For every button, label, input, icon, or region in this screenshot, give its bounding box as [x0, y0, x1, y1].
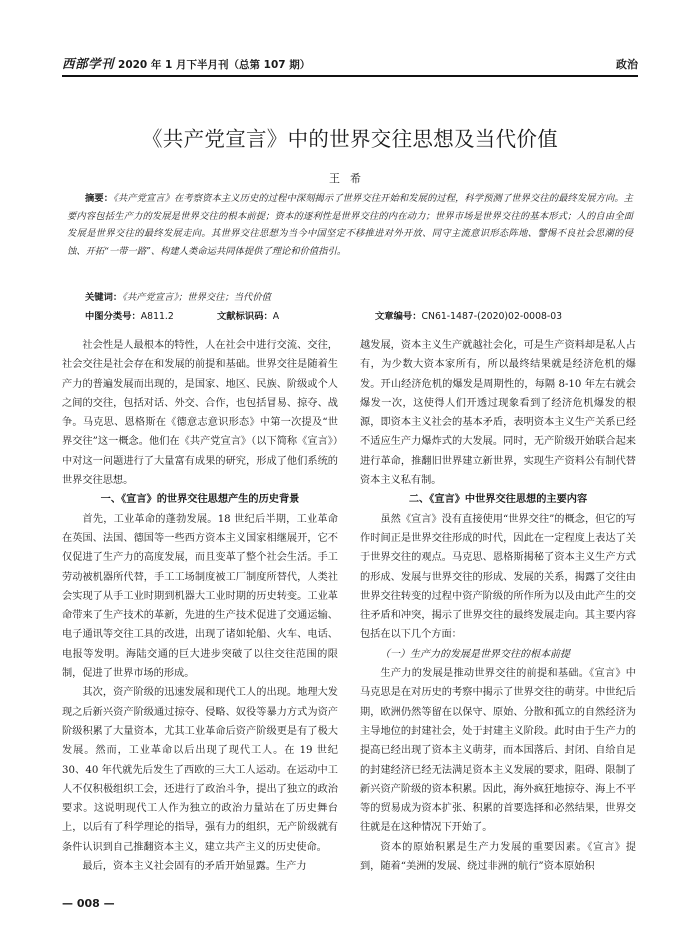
- paragraph: 其次，资产阶级的迅速发展和现代工人的出现。地理大发现之后新兴资产阶级通过掠夺、侵略、奴役等暴力方式为资产阶级积累了大量资本，尤其工业革命后资产阶级更是有了极大发展。然而，工业革命以后出现了现代工人。在 19 世纪 30、40 年代就先后发生了西欧的三大工人运动。在运动中工人不仅积极组织工会，还进行了政治斗争，提出了独立的政治要求。这说明现代工人作为独立的政治力量站在了历史舞台上，以后有了科学理论的指导，强有力的组织，无产阶级就有条件认识到自己推翻资本主义，建立共产主义的历史使命。: [62, 687, 338, 853]
- paragraph: 社会性是人最根本的特性，人在社会中进行交流、交往，社会交往是社会存在和发展的前提和基础。世界交往是随着生产力的普遍发展而出现的，是国家、地区、民族、阶级或个人之间的交往，包括对话、外交、合作，也包括冒易、掠夺、战争。马克思、恩格斯在《德意志意识形态》中第一次提及“世界交往”这一概念。他们在《共产党宣言》（以下简称《宣言》）中对这一问题进行了大量富有成果的研究，形成了他们系统的世界交往思想。: [62, 340, 338, 487]
- doc-code: 文献标识码：A: [217, 311, 280, 322]
- article-number: 文章编号：CN61-1487-(2020)02-0008-03: [375, 311, 563, 322]
- paragraph: 生产力的发展是推动世界交往的前提和基础。《宣言》中马克思是在对历史的考察中揭示了世界交往的萌芽。中世纪后期，欧洲仍然等留在以保守、原始、分散和孤立的自然经济为主导地位的封建社会，处于封建主义阶段。此时由于生产力的提高已经出现了资本主义萌芽，而本国落后、封闭、自给自足的封建经济已经无法满足资本主义发展的要求，阻碍、限制了新兴资产阶级的资本积累。因此，海外疯狂地掠夺、海上不平等的贸易成为资本扩张、积累的首要选择和必然结果，世界交往就是在这种情况下开始了。: [360, 668, 636, 834]
- keywords: [67, 290, 633, 306]
- page-number: — 008 —: [62, 897, 115, 910]
- header-left: [62, 54, 310, 72]
- paragraph: 资本的原始积累是生产力发展的重要因素。《宣言》提到，随着“美洲的发展、绕过非洲的航行”资本原始积: [360, 841, 636, 873]
- section-heading: 一、《宣言》的世界交往思想产生的历史背景: [100, 494, 300, 506]
- journal-logo: 西部学刊: [62, 56, 115, 71]
- clc-code: 中图分类号：A811.2: [85, 311, 174, 322]
- paragraph: 最后，资本主义社会固有的矛盾开始显露。生产力: [82, 861, 307, 873]
- section-heading: 二、《宣言》中世界交往思想的主要内容: [408, 494, 588, 506]
- keywords-text: 《共产党宣言》；世界交往；当代价值: [122, 292, 271, 303]
- subsection-heading: （一）生产力的发展是世界交往的根本前提: [380, 648, 570, 660]
- article-title: 《共产党宣言》中的世界交往思想及当代价值: [142, 127, 558, 151]
- abstract-label: 摘要：: [85, 193, 114, 204]
- abstract: [67, 190, 633, 260]
- abstract-text: 《共产党宣言》在考察资本主义历史的过程中深刻揭示了世界交往开始和发展的过程，科学预测了世界交往的最终发展方向。主要内容包括生产力的发展是世界交往的根本前提；资本的逐利性是世界交往的内在动力；世界市场是世界交往的基本形式；人的自由全面发展是世界交往的最终发展走向。其世界交往思想为当今中国坚定不移推进对外开放、同守主流意识形态阵地、警惕不良社会思潮的侵蚀、开拓“一带一路”、构建人类命运共同体提供了理论和价值指引。: [67, 193, 633, 257]
- keywords-label: 关键词：: [85, 292, 123, 303]
- article-author: 王希: [329, 172, 371, 185]
- left-column: [62, 336, 338, 876]
- section-label: 政治: [616, 58, 638, 71]
- paragraph: 越发展，资本主义生产就越社会化，可是生产资料却是私人占有，为少数大资本家所有，所以最终结果就是经济危机的爆发。开山经济危机的爆发是周期性的，每隔 8-10 年左右就会爆发一次，这使得人们开透过现象看到了经济危机爆发的根源，即资本主义社会的基本矛盾，表明资本主义生产关系已经不适应生产力爆炸式的大发展。同时，无产阶级开始联合起来进行革命，推翻旧世界建立新世界，实现生产资料公有制代替资本主义私有制。: [360, 340, 636, 487]
- running-header: [62, 50, 638, 77]
- paragraph: 首先，工业革命的蓬勃发展。18 世纪后半期，工业革命在英国、法国、德国等一些西方资本主义国家相继展开，它不仅促进了生产力的高度发展，而且变革了整个社会生活。手工劳动被机器所代替，手工工场制度被工厂制度所替代，人类社会实现了从手工业时期到机器大工业时期的历史转变。工业革命带来了生产技术的革新，先进的生产技术促进了交通运输、电子通讯等交往工具的改进，出现了诸如轮船、火车、电话、电报等发明。海陆交通的巨大进步突破了以往交往范围的限制，促进了世界市场的形成。: [62, 513, 338, 680]
- right-column: [360, 336, 636, 876]
- paragraph: 虽然《宣言》没有直接使用“世界交往”的概念，但它的写作时间正是世界交往形成的时代，因此在一定程度上表达了关于世界交往的观点。马克思、恩格斯揭秘了资本主义生产方式的形成、发展与世界交往的形成、发展的关系，揭露了交往由世界交往转变的过程中资产阶级的所作所为以及由此产生的交往矛盾和冲突，揭示了世界交往的最终发展走向。其主要内容包括在以下几个方面：: [360, 513, 636, 641]
- issue-info: 2020 年 1 月下半月刊（总第 107 期）: [118, 59, 311, 71]
